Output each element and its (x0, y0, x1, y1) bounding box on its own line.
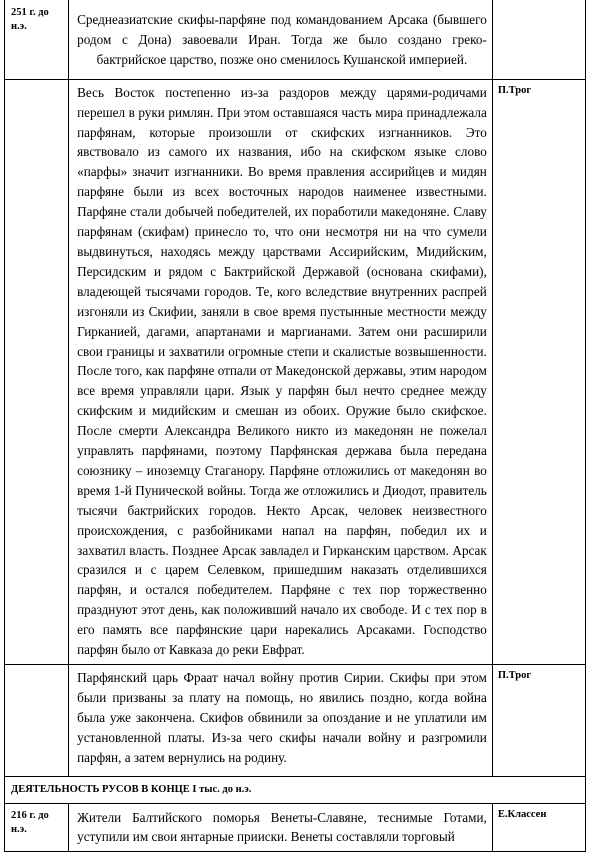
date-cell (5, 665, 69, 777)
row-date: 251 г. до н.э. (11, 7, 49, 32)
row-text: Среднеазиатские скифы-парфяне под командованием Арсака (бывшего родом с Дона) завоевали Иран. Тогда же было создано греко-бактрийское царство, позже оно сменилось Кушанской империей. (77, 12, 487, 67)
source-cell (492, 79, 585, 664)
section-row (5, 776, 586, 803)
table-row (5, 79, 586, 664)
section-cell (5, 776, 586, 803)
section-title: ДЕЯТЕЛЬНОСТЬ РУСОВ В КОНЦЕ I тыс. до н.э. (11, 783, 252, 795)
source-cell (492, 665, 585, 777)
text-cell (69, 0, 493, 79)
text-cell (69, 803, 493, 852)
text-cell (69, 79, 493, 664)
row-source: Е.Классен (497, 808, 547, 820)
chronology-table (4, 0, 586, 852)
date-cell (5, 803, 69, 852)
text-cell (69, 665, 493, 777)
date-cell (5, 0, 69, 79)
date-cell (5, 79, 69, 664)
row-source: П.Трог (497, 670, 532, 681)
row-text: Жители Балтийского поморья Венеты-Славяне, теснимые Готами, уступили им свои янтарные прииски. Венеты составляли торговый (77, 809, 487, 845)
table-row (5, 0, 586, 79)
source-cell (492, 803, 585, 852)
row-source (493, 0, 585, 1)
row-date (5, 665, 68, 670)
table-row (5, 665, 586, 777)
row-text: Парфянский царь Фраат начал войну против Сирии. Скифы при этом были призваны за плату на помощь, но явились поздно, когда война была уже закончена. Скифов обвинили за опоздание и не уплатили им установленной платы. Из-за чего скифы начали войну и разгромили парфян, а затем вернулись на родину. (77, 670, 487, 765)
source-cell (492, 0, 585, 79)
row-text: Весь Восток постепенно из-за раздоров между царями-родичами перешел в руки римлян. При этом оставшаяся часть мира принадлежала парфянам, которые произошли от скифских изгнанников. Это явствовало из самого их названия, ибо на скифском языке слово «парфы» значит изгнанники. Во время правления ассирийцев и мидян парфяне были из всех восточных народов наименее известными. Парфяне стали добычей победителей, их поработили македоняне. Славу парфянам (скифам) принесло то, что они несмотря ни на что сумели выдвинуться, находясь между царствами Ассирийским, Мидийским, Персидским и рядом с Бактрийской Державой (основана скифами), владеющей тысячами городов. Те, кого вследствие внутренних распрей изгоняли из Скифии, заняли в свое время пустынные местности между Гирканией, дагами, апартанами и маргианами. Затем они расширили свои границы и захватили огромные степи и скалистые возвышенности. После того, как парфяне отпали от Македонской державы, этим народом все время управляли цари. Язык у парфян был нечто среднее между скифским и мидийским и смешан из обоих. Оружие было скифское. После смерти Александра Великого никто из македонян не пожелал управлять парфянами, поэтому Парфянская держава была передана союзнику – иноземцу Стаганору. Парфяне отложились от македонян во время 1-й Пунической войны. Тогда же отложились и Диодот, правитель тысячи бактрийских городов. Некто Арсак, человек неизвестного происхождения, с разбойниками напал на парфян, победил их и захватил власть. Позднее Арсак завладел и Гирканским царством. Арсак сразился и с царем Селевком, пришедшим наказать отделившихся парфян, и остался победителем. Парфяне с тех пор торжественно празднуют этот день, как положивший начало их свободе. И с тех пор в его память все парфянские цари нарекались Арсаками. Господство парфян было от Кавказа до реки Евфрат. (77, 84, 487, 658)
table-row (5, 803, 586, 852)
row-date: 216 г. до н.э. (11, 809, 49, 835)
row-date (5, 80, 68, 85)
row-source: П.Трог (497, 84, 532, 96)
